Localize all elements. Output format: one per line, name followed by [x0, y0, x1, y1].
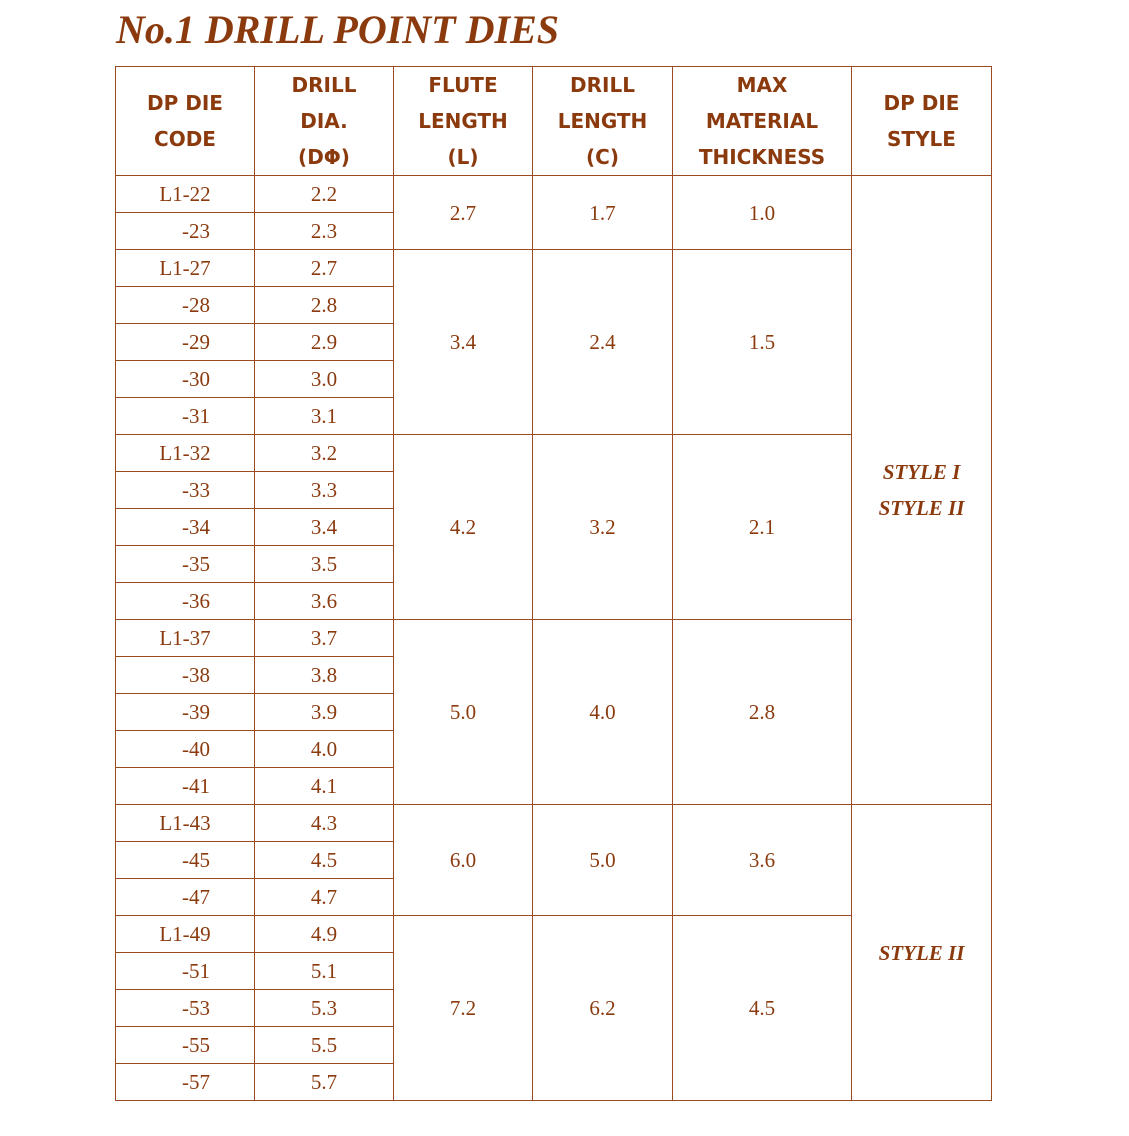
cell-drill-dia: 5.3 [255, 990, 394, 1027]
cell-dp-die-code: -33 [116, 472, 255, 509]
cell-dp-die-code: L1-22 [116, 176, 255, 213]
cell-dp-die-code: -38 [116, 657, 255, 694]
cell-drill-length: 2.4 [533, 250, 673, 435]
cell-drill-length: 6.2 [533, 916, 673, 1101]
cell-drill-dia: 3.5 [255, 546, 394, 583]
cell-drill-dia: 5.7 [255, 1064, 394, 1101]
cell-dp-die-code: L1-32 [116, 435, 255, 472]
cell-dp-die-style [852, 176, 992, 805]
cell-dp-die-code: -53 [116, 990, 255, 1027]
style-label: STYLE I [882, 460, 961, 484]
cell-dp-die-code: -40 [116, 731, 255, 768]
cell-drill-length: 3.2 [533, 435, 673, 620]
cell-drill-dia: 4.0 [255, 731, 394, 768]
cell-dp-die-code: -55 [116, 1027, 255, 1064]
cell-drill-dia: 2.2 [255, 176, 394, 213]
cell-drill-dia: 2.7 [255, 250, 394, 287]
cell-drill-dia: 3.4 [255, 509, 394, 546]
cell-max-material-thickness: 2.1 [673, 435, 852, 620]
header-flute-length: FLUTE LENGTH (L) [394, 67, 533, 176]
cell-dp-die-style [852, 805, 992, 1101]
cell-drill-dia: 2.8 [255, 287, 394, 324]
cell-dp-die-code: -30 [116, 361, 255, 398]
cell-dp-die-code: -41 [116, 768, 255, 805]
table-row [116, 176, 992, 213]
cell-drill-dia: 4.5 [255, 842, 394, 879]
cell-dp-die-code: -39 [116, 694, 255, 731]
cell-drill-dia: 3.2 [255, 435, 394, 472]
style-label: STYLE II [878, 940, 965, 965]
header-drill-dia: DRILL DIA. (DΦ) [255, 67, 394, 176]
cell-drill-dia: 2.3 [255, 213, 394, 250]
header-max-material-thickness: MAX MATERIAL THICKNESS [673, 67, 852, 176]
header-dp-die-style: DP DIE STYLE [852, 67, 992, 176]
cell-drill-length: 1.7 [533, 176, 673, 250]
cell-max-material-thickness: 1.5 [673, 250, 852, 435]
cell-dp-die-code: L1-49 [116, 916, 255, 953]
cell-flute-length: 7.2 [394, 916, 533, 1101]
cell-drill-dia: 3.6 [255, 583, 394, 620]
cell-flute-length: 4.2 [394, 435, 533, 620]
cell-max-material-thickness: 1.0 [673, 176, 852, 250]
cell-flute-length: 5.0 [394, 620, 533, 805]
table-row [116, 805, 992, 842]
cell-drill-dia: 3.0 [255, 361, 394, 398]
cell-flute-length: 6.0 [394, 805, 533, 916]
cell-dp-die-code: -34 [116, 509, 255, 546]
page-title: No.1 DRILL POINT DIES [116, 7, 559, 52]
cell-dp-die-code: -45 [116, 842, 255, 879]
cell-drill-dia: 3.7 [255, 620, 394, 657]
cell-dp-die-code: -47 [116, 879, 255, 916]
cell-dp-die-code: -28 [116, 287, 255, 324]
cell-dp-die-code: -23 [116, 213, 255, 250]
cell-max-material-thickness: 2.8 [673, 620, 852, 805]
header-row [116, 67, 992, 176]
cell-drill-dia: 5.5 [255, 1027, 394, 1064]
cell-flute-length: 2.7 [394, 176, 533, 250]
cell-drill-dia: 3.9 [255, 694, 394, 731]
header-drill-length: DRILL LENGTH (C) [533, 67, 673, 176]
cell-dp-die-code: -35 [116, 546, 255, 583]
header-dp-die-code: DP DIE CODE [116, 67, 255, 176]
cell-drill-length: 5.0 [533, 805, 673, 916]
cell-drill-dia: 5.1 [255, 953, 394, 990]
cell-dp-die-code: L1-27 [116, 250, 255, 287]
cell-max-material-thickness: 4.5 [673, 916, 852, 1101]
cell-drill-dia: 3.8 [255, 657, 394, 694]
cell-drill-dia: 2.9 [255, 324, 394, 361]
cell-max-material-thickness: 3.6 [673, 805, 852, 916]
cell-dp-die-code: L1-37 [116, 620, 255, 657]
cell-dp-die-code: -57 [116, 1064, 255, 1101]
cell-dp-die-code: -29 [116, 324, 255, 361]
table-body [116, 176, 992, 1101]
cell-dp-die-code: -36 [116, 583, 255, 620]
cell-flute-length: 3.4 [394, 250, 533, 435]
cell-drill-dia: 3.3 [255, 472, 394, 509]
style-label: STYLE II [878, 496, 965, 520]
cell-drill-dia: 4.9 [255, 916, 394, 953]
cell-drill-dia: 4.3 [255, 805, 394, 842]
cell-drill-length: 4.0 [533, 620, 673, 805]
cell-dp-die-code: L1-43 [116, 805, 255, 842]
cell-drill-dia: 4.7 [255, 879, 394, 916]
cell-dp-die-code: -31 [116, 398, 255, 435]
cell-drill-dia: 3.1 [255, 398, 394, 435]
cell-drill-dia: 4.1 [255, 768, 394, 805]
cell-dp-die-code: -51 [116, 953, 255, 990]
drill-point-dies-table [115, 66, 992, 1101]
